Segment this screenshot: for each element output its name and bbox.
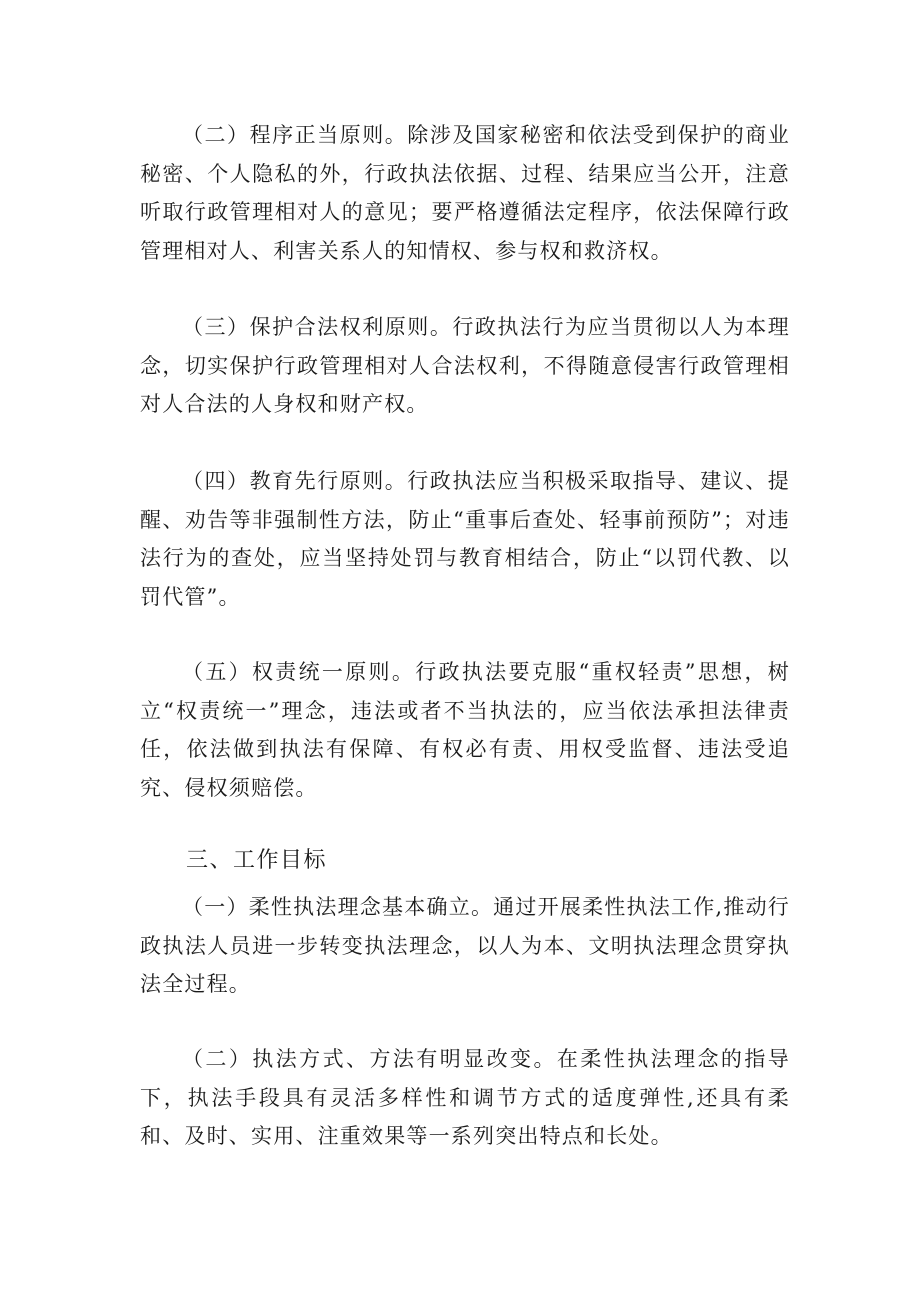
paragraph-protect-legal-rights: （三）保护合法权利原则。行政执法行为应当贯彻以人为本理念，切实保护行政管理相对人合法权利，不得随意侵害行政管理相对人合法的人身权和财产权。	[140, 315, 790, 416]
paragraph-flexible-enforcement-concept: （一）柔性执法理念基本确立。通过开展柔性执法工作,推动行政执法人员进一步转变执法理念，以人为本、文明执法理念贯穿执法全过程。	[140, 895, 790, 996]
paragraph-education-first: （四）教育先行原则。行政执法应当积极采取指导、建议、提醒、劝告等非强制性方法，防止“重事后查处、轻事前预防”；对违法行为的查处，应当坚持处罚与教育相结合，防止“以罚代教、以罚代管”。	[140, 469, 790, 609]
section-heading-work-goals: 三、工作目标	[186, 848, 328, 873]
paragraph-procedural-legitimacy: （二）程序正当原则。除涉及国家秘密和依法受到保护的商业秘密、个人隐私的外，行政执法依据、过程、结果应当公开，注意听取行政管理相对人的意见；要严格遵循法定程序，依法保障行政管理相对人、利害关系人的知情权、参与权和救济权。	[140, 123, 790, 263]
paragraph-rights-responsibility: （五）权责统一原则。行政执法要克服“重权轻责”思想，树立“权责统一”理念，违法或者不当执法的，应当依法承担法律责任，依法做到执法有保障、有权必有责、用权受监督、违法受追究、侵权须赔偿。	[140, 660, 790, 800]
paragraph-enforcement-methods-change: （二）执法方式、方法有明显改变。在柔性执法理念的指导下，执法手段具有灵活多样性和调节方式的适度弹性,还具有柔和、及时、实用、注重效果等一系列突出特点和长处。	[140, 1047, 790, 1148]
